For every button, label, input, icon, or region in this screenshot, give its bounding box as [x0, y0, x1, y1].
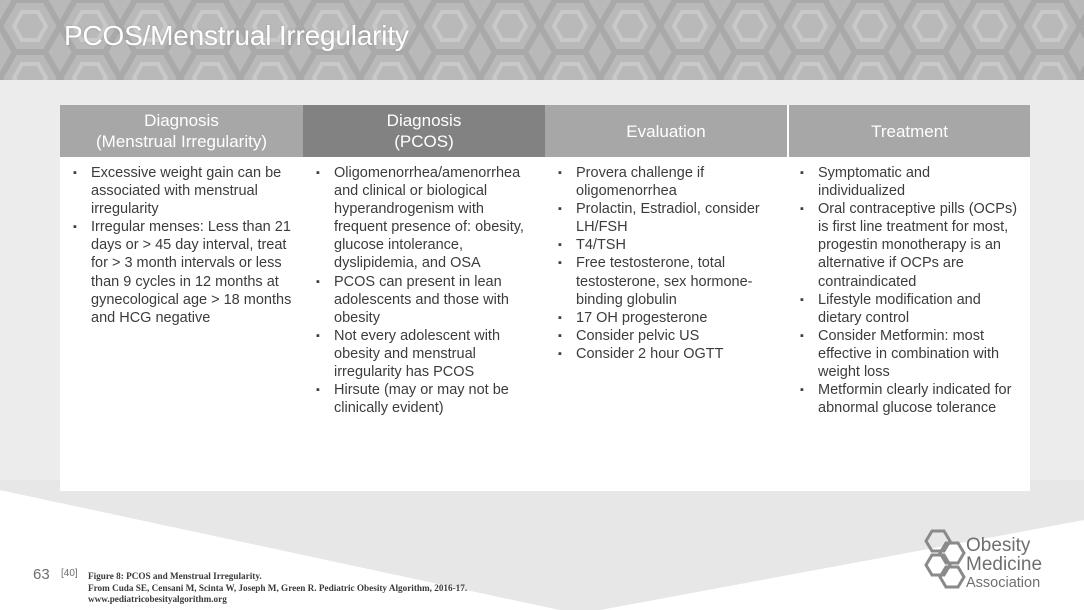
pcos-table [60, 105, 1030, 491]
caption-title: Figure 8: PCOS and Menstrual Irregularity. [88, 571, 262, 581]
caption-url: www.pediatricobesityalgorithm.org [88, 594, 227, 604]
list-item: ▪ Not every adolescent with obesity and menstrual irregularity has PCOS [311, 327, 535, 381]
header-evaluation: Evaluation [545, 105, 787, 157]
logo-line-obesity: Obesity [966, 535, 1031, 556]
page-number: 63 [33, 566, 50, 583]
logo-line-association: Association [966, 575, 1041, 591]
list-item: ▪ Free testosterone, total testosterone, sex hormone-binding globulin [553, 254, 777, 308]
column-diagnosis-menstrual [60, 157, 303, 491]
column-evaluation [545, 157, 787, 491]
list-item: ▪ PCOS can present in lean adolescents and those with obesity [311, 273, 535, 327]
list-item: ▪ T4/TSH [553, 236, 777, 254]
header-treatment: Treatment [787, 105, 1030, 157]
reference-number: [40] [61, 568, 78, 579]
list-item: ▪ Oligomenorrhea/amenorrhea and clinical or biological hyperandrogenism with frequent presence of: obesity, glucose intolerance, dyslipidemia, and OSA [311, 164, 535, 273]
list-item: ▪ Prolactin, Estradiol, consider LH/FSH [553, 200, 777, 236]
list-item: ▪ Lifestyle modification and dietary control [795, 291, 1020, 327]
list-item: ▪ 17 OH progesterone [553, 309, 777, 327]
list-item: ▪ Irregular menses: Less than 21 days or > 45 day interval, treat for > 3 month intervals or less than 9 cycles in 12 months at gynecological age > 18 months and HCG negative [68, 218, 293, 327]
caption-citation: From Cuda SE, Censani M, Scinta W, Joseph M, Green R. Pediatric Obesity Algorithm, 2016-17. [88, 582, 468, 593]
logo-wordmark [966, 536, 1042, 592]
list-item: ▪ Provera challenge if oligomenorrhea [553, 164, 777, 200]
hexagon-cluster-icon [924, 527, 966, 589]
column-diagnosis-pcos [303, 157, 545, 491]
list-item: ▪ Consider Metformin: most effective in combination with weight loss [795, 327, 1020, 381]
figure-caption [88, 571, 467, 606]
list-item: ▪ Symptomatic and individualized [795, 164, 1020, 200]
list-item: ▪ Hirsute (may or may not be clinically evident) [311, 381, 535, 417]
list-item: ▪ Excessive weight gain can be associated with menstrual irregularity [68, 164, 293, 218]
list-item: ▪ Consider 2 hour OGTT [553, 345, 777, 363]
list-item: ▪ Metformin clearly indicated for abnormal glucose tolerance [795, 381, 1020, 417]
list-item: ▪ Oral contraceptive pills (OCPs) is first line treatment for most, progestin monotherapy is an alternative if OCPs are contraindicated [795, 200, 1020, 290]
header-diagnosis-menstrual: Diagnosis (Menstrual Irregularity) [60, 105, 303, 157]
slide-title: PCOS/Menstrual Irregularity [64, 20, 409, 51]
logo-line-medicine: Medicine [966, 554, 1043, 575]
obesity-medicine-association-logo [924, 527, 1074, 597]
list-item: ▪ Consider pelvic US [553, 327, 777, 345]
column-treatment [787, 157, 1030, 491]
header-diagnosis-pcos: Diagnosis (PCOS) [303, 105, 545, 157]
header-band [0, 0, 1084, 80]
